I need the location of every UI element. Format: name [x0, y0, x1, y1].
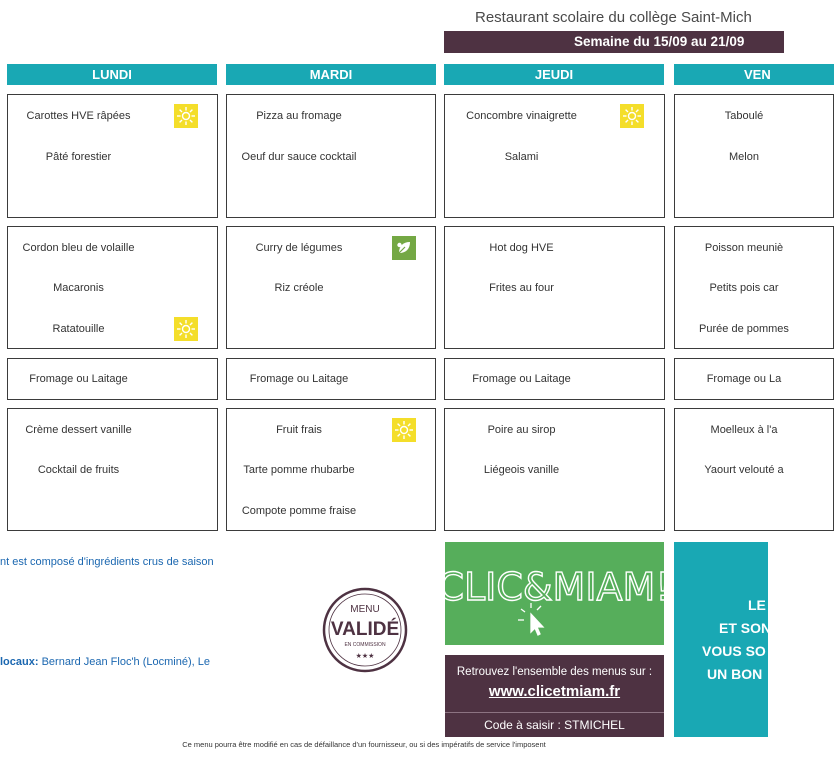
vendredi-dessert-cell — [674, 408, 834, 531]
menu-item: Curry de légumes — [255, 242, 343, 254]
footer-disclaimer: Ce menu pourra être modifié en cas de défaillance d'un fournisseur, ou si des impératifs de service l'imposent — [182, 740, 546, 749]
menu-item: Fromage ou La — [706, 373, 782, 385]
menu-item: Fruit frais — [276, 424, 322, 436]
teal-line: VOUS SO — [702, 643, 766, 659]
mardi-entree-cell — [226, 94, 436, 218]
stamp-stars: ★★★ — [355, 652, 375, 660]
clicmiam-info-text: Retrouvez l'ensemble des menus sur : — [456, 666, 653, 678]
jeudi-entree-cell — [444, 94, 665, 218]
menu-valide-stamp — [322, 587, 408, 673]
menu-item: Concombre vinaigrette — [466, 110, 577, 122]
clicmiam-info-panel — [445, 655, 664, 737]
local-names: Bernard Jean Floc'h (Locminé), Le — [41, 656, 210, 668]
day-header-jeudi: JEUDI — [444, 64, 664, 85]
menu-item: Fromage ou Laitage — [249, 373, 349, 385]
stamp-sub: EN COMMISSION — [344, 642, 386, 648]
menu-item: Crème dessert vanille — [25, 424, 132, 436]
lundi-plat-cell — [7, 226, 218, 349]
local-label: locaux: — [0, 656, 39, 668]
menu-item: Macaronis — [53, 282, 104, 294]
menu-item: Pâté forestier — [45, 151, 112, 163]
mardi-fromage-cell — [226, 358, 436, 400]
menu-item: Carottes HVE râpées — [26, 110, 131, 122]
sun-icon — [620, 104, 644, 128]
menu-item: Petits pois car — [709, 282, 779, 294]
local-producers-note — [0, 656, 210, 668]
menu-item: Pizza au fromage — [256, 110, 342, 122]
menu-item: Riz créole — [274, 282, 324, 294]
clicmiam-logo-text: CLIC&MIAM! — [437, 565, 671, 609]
menu-item: Fromage ou Laitage — [472, 373, 571, 385]
teal-line: UN BON — [707, 666, 763, 682]
menu-item: Hot dog HVE — [489, 242, 554, 254]
jeudi-fromage-cell — [444, 358, 665, 400]
menu-item: Oeuf dur sauce cocktail — [241, 151, 357, 163]
day-header-mardi: MARDI — [226, 64, 436, 85]
lundi-entree-cell — [7, 94, 218, 218]
menu-item: Moelleux à l'a — [710, 424, 778, 436]
clicmiam-link[interactable]: www.clicetmiam.fr — [488, 683, 621, 700]
day-header-vendredi — [674, 64, 834, 85]
restaurant-title: Restaurant scolaire du collège Saint-Mich — [475, 9, 752, 26]
day-header-vendredi-label: VEN — [744, 67, 771, 82]
menu-item: Yaourt velouté a — [704, 464, 784, 476]
vendredi-entree-cell — [674, 94, 834, 218]
menu-item: Cocktail de fruits — [37, 464, 120, 476]
day-header-lundi: LUNDI — [7, 64, 217, 85]
teal-line: LE — [748, 597, 766, 613]
week-banner — [444, 31, 784, 53]
menu-item: Compote pomme fraise — [241, 505, 357, 517]
mardi-dessert-cell — [226, 408, 436, 531]
stamp-top: MENU — [350, 604, 380, 615]
vendredi-fromage-cell — [674, 358, 834, 400]
jeudi-dessert-cell — [444, 408, 665, 531]
clicmiam-code: Code à saisir : STMICHEL — [484, 718, 625, 732]
menu-item: Melon — [729, 151, 759, 163]
teal-info-box — [674, 542, 772, 737]
jeudi-plat-cell — [444, 226, 665, 349]
menu-item: Fromage ou Laitage — [29, 373, 128, 385]
menu-item: Tarte pomme rhubarbe — [243, 464, 355, 476]
menu-item: Purée de pommes — [699, 323, 789, 335]
clicmiam-logo-panel — [437, 542, 671, 645]
lundi-dessert-cell — [7, 408, 218, 531]
mardi-plat-cell — [226, 226, 436, 349]
week-label: Semaine du 15/09 au 21/09 — [574, 34, 745, 49]
menu-item: Cordon bleu de volaille — [22, 242, 135, 254]
menu-item: Taboulé — [724, 110, 764, 122]
lundi-fromage-cell — [7, 358, 218, 400]
menu-item: Liégeois vanille — [483, 464, 560, 476]
menu-item: Ratatouille — [52, 323, 105, 335]
menu-item: Poisson meuniè — [704, 242, 784, 254]
teal-line: ET SON — [719, 620, 772, 636]
menu-item: Poire au sirop — [487, 424, 556, 436]
vendredi-plat-cell — [674, 226, 834, 349]
stamp-main: VALIDÉ — [330, 619, 400, 640]
season-note: nt est composé d'ingrédients crus de saison — [0, 556, 214, 568]
divider — [445, 712, 664, 713]
sun-icon — [174, 317, 198, 341]
menu-item: Frites au four — [489, 282, 554, 294]
menu-item: Salami — [504, 151, 539, 163]
